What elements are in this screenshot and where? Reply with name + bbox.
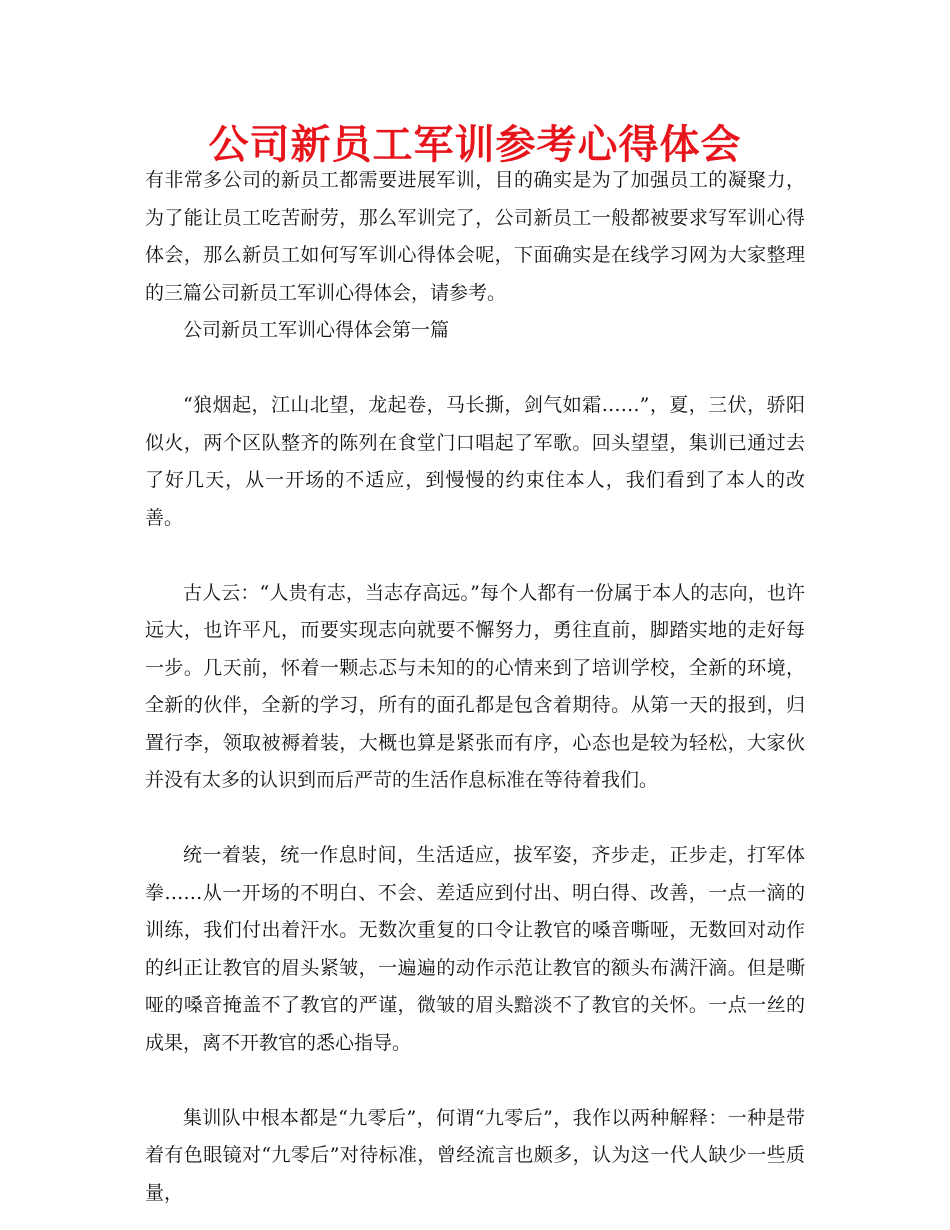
document-body [145, 162, 805, 1212]
section-heading: 公司新员工军训心得体会第一篇 [183, 319, 450, 341]
body-paragraph: 统一着装，统一作息时间，生活适应，拔军姿，齐步走，正步走，打军体拳……从一开场的不明白、不会、差适应到付出、明白得、改善，一点一滴的训练，我们付出着汗水。无数次重复的口令让教官的嗓音嘶哑，无数回对动作的纠正让教官的眉头紧皱，一遍遍的动作示范让教官的额头布满汗滴。但是嘶哑的嗓音掩盖不了教官的严谨，微皱的眉头黯淡不了教官的关怀。一点一丝的成果，离不开教官的悉心指导。 [145, 844, 805, 1054]
body-paragraph: 古人云：“人贵有志，当志存高远。”每个人都有一份属于本人的志向，也许远大，也许平凡，而要实现志向就要不懈努力，勇往直前，脚踏实地的走好每一步。几天前，怀着一颗忐忑与未知的的心情来到了培训学校，全新的环境，全新的伙伴，全新的学习，所有的面孔都是包含着期待。从第一天的报到，归置行李，领取被褥着装，大概也算是紧张而有序，心态也是较为轻松，大家伙并没有太多的认识到而后严苛的生活作息标准在等待着我们。 [145, 581, 805, 791]
body-paragraph: 集训队中根本都是“九零后”，何谓“九零后”，我作以两种解释：一种是带着有色眼镜对“九零后”对待标准，曾经流言也颇多，认为这一代人缺少一些质量， [145, 1106, 805, 1204]
body-paragraph: “狼烟起，江山北望，龙起卷，马长撕，剑气如霜……”，夏，三伏，骄阳似火，两个区队整齐的陈列在食堂门口唱起了军歌。回头望望，集训已通过去了好几天，从一开场的不适应，到慢慢的约束住本人，我们看到了本人的改善。 [145, 394, 805, 529]
document-title: 公司新员工军训参考心得体会 [208, 122, 742, 168]
intro-paragraph: 有非常多公司的新员工都需要进展军训，目的确实是为了加强员工的凝聚力，为了能让员工吃苦耐劳，那么军训完了，公司新员工一般都被要求写军训心得体会，那么新员工如何写军训心得体会呢，下面确实是在线学习网为大家整理的三篇公司新员工军训心得体会，请参考。 [145, 169, 805, 304]
